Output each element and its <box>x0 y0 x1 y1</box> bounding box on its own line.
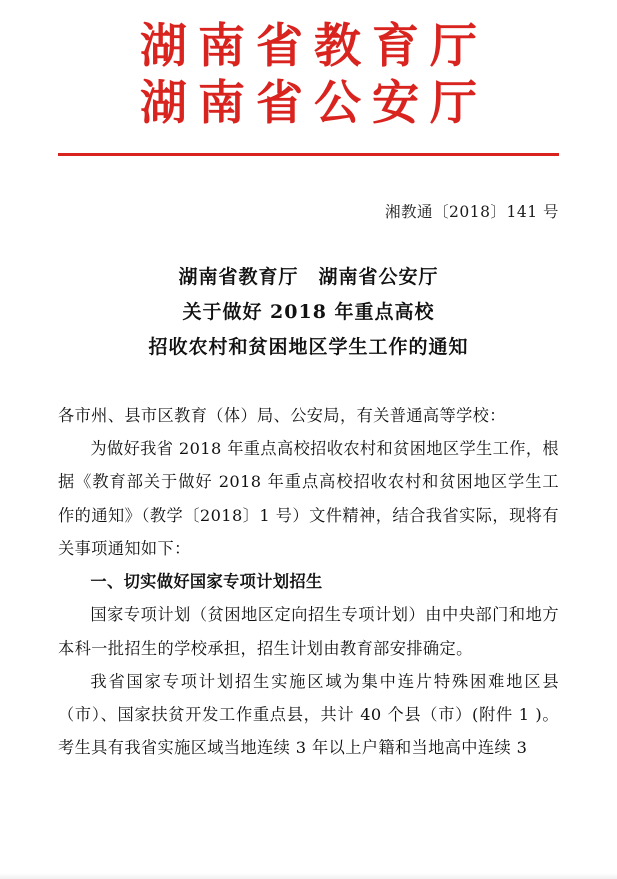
body-section-heading-1: 一、切实做好国家专项计划招生 <box>90 572 323 592</box>
document-title <box>58 260 559 365</box>
body-paragraph-intro: 为做好我省 2018 年重点高校招收农村和贫困地区学生工作，根据《教育部关于做好 2018 年重点高校招收农村和贫困地区学生工作的通知》（教学〔2018〕1 号）文件精神，结合我省实际，现将有关事项通知如下： <box>58 439 559 558</box>
title-line-1: 湖南省教育厅 湖南省公安厅 <box>178 265 439 288</box>
title-line-2: 关于做好 2018 年重点高校 <box>182 300 435 323</box>
body-paragraph-salutation: 各市州、县市区教育（体）局、公安局，有关普通高等学校： <box>58 406 506 426</box>
document-number: 湘教通〔2018〕141 号 <box>385 202 559 221</box>
page-bottom-shadow <box>0 873 617 879</box>
title-line-3: 招收农村和贫困地区学生工作的通知 <box>148 335 469 358</box>
body-paragraph-region-scope: 我省国家专项计划招生实施区域为集中连片特殊困难地区县（市）、国家扶贫开发工作重点县，共计 40 个县（市）(附件 1 )。考生具有我省实施区域当地连续 3 年以上户籍和当地高中连续 3 <box>58 671 559 758</box>
letterhead-line-2: 湖南省公安厅 <box>140 76 488 132</box>
document-body <box>58 399 559 764</box>
letterhead-red-rule <box>58 153 559 156</box>
body-paragraph-plan-source: 国家专项计划（贫困地区定向招生专项计划）由中央部门和地方本科一批招生的学校承担，招生计划由教育部安排确定。 <box>58 605 559 658</box>
letterhead-line-1: 湖南省教育厅 <box>140 19 488 74</box>
letterhead <box>58 0 559 156</box>
